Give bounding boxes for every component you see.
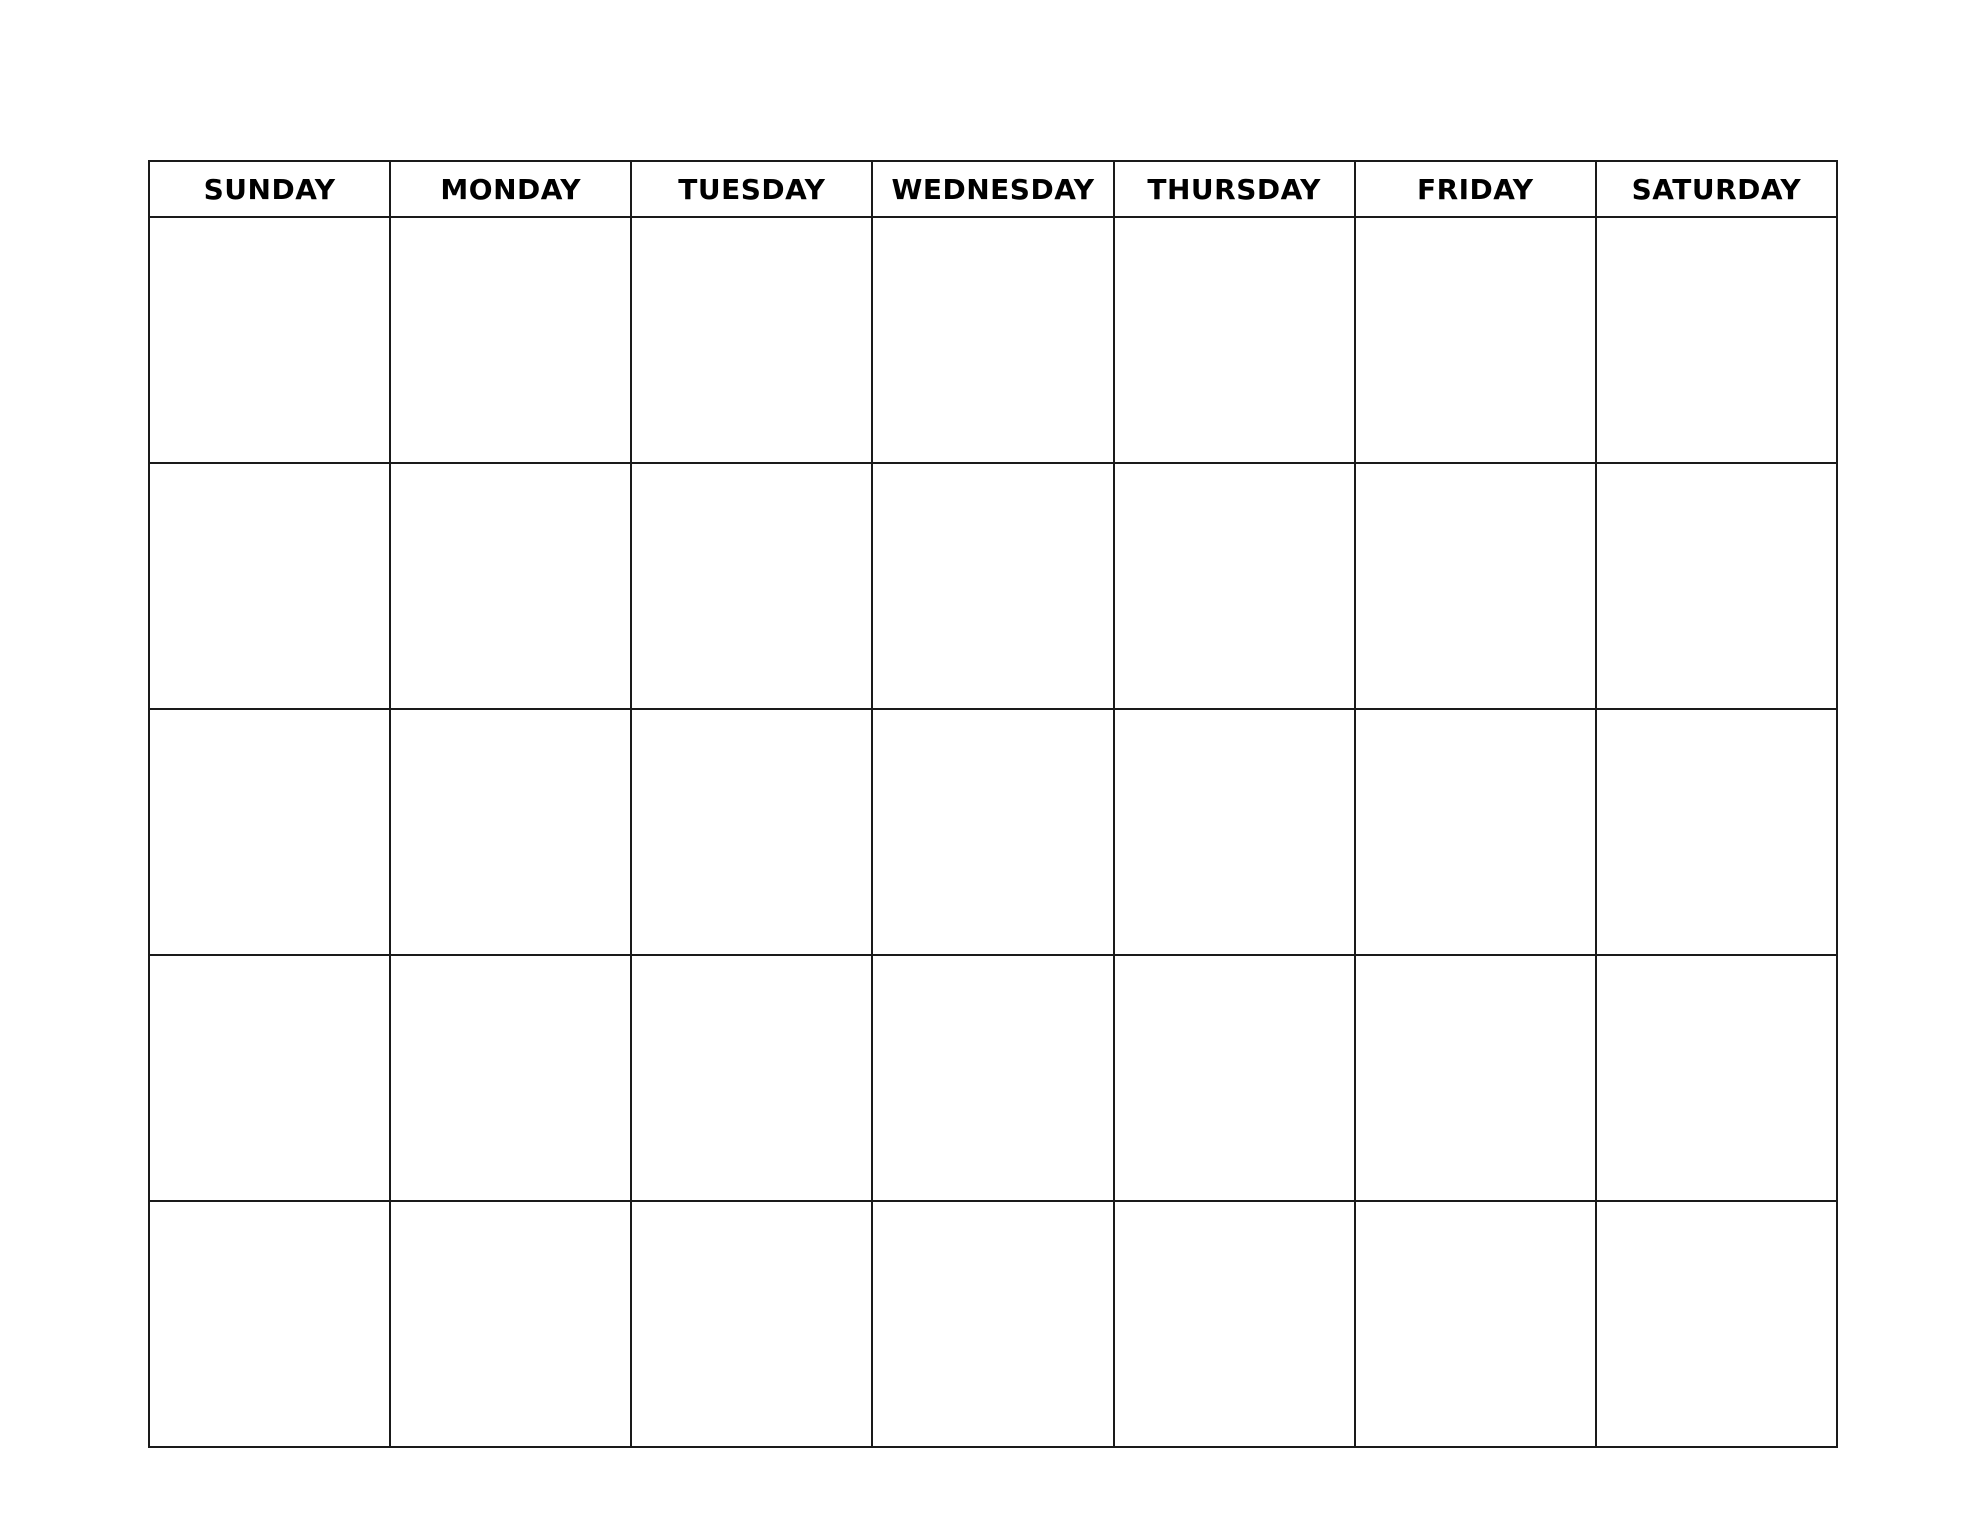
calendar-day-cell-content xyxy=(873,218,1112,462)
calendar-day-cell-content xyxy=(1356,956,1595,1200)
calendar-day-cell[interactable] xyxy=(1114,1201,1355,1447)
weekday-header-sunday: SUNDAY xyxy=(149,161,390,217)
calendar-day-cell-content xyxy=(873,464,1112,708)
calendar-day-cell-content xyxy=(873,1202,1112,1446)
calendar-day-cell-content xyxy=(1356,218,1595,462)
calendar-day-cell[interactable] xyxy=(1596,709,1837,955)
calendar-day-cell[interactable] xyxy=(1114,955,1355,1201)
calendar-week-row xyxy=(149,463,1837,709)
calendar-day-cell-content xyxy=(150,218,389,462)
calendar-day-cell[interactable] xyxy=(1114,709,1355,955)
weekday-header-saturday: SATURDAY xyxy=(1596,161,1837,217)
calendar-body xyxy=(149,217,1837,1447)
calendar-day-cell-content xyxy=(150,710,389,954)
calendar-day-cell[interactable] xyxy=(872,217,1113,463)
calendar-day-cell-content xyxy=(1597,464,1836,708)
calendar-day-cell[interactable] xyxy=(631,1201,872,1447)
calendar-day-cell[interactable] xyxy=(1114,463,1355,709)
calendar-day-cell-content xyxy=(150,464,389,708)
calendar-day-cell[interactable] xyxy=(390,1201,631,1447)
calendar-day-cell[interactable] xyxy=(1355,955,1596,1201)
calendar-day-cell-content xyxy=(1115,218,1354,462)
calendar-day-cell-content xyxy=(1115,464,1354,708)
calendar-day-cell[interactable] xyxy=(149,1201,390,1447)
weekday-header-friday: FRIDAY xyxy=(1355,161,1596,217)
calendar-week-row xyxy=(149,1201,1837,1447)
calendar-day-cell-content xyxy=(1115,1202,1354,1446)
calendar-day-cell[interactable] xyxy=(631,463,872,709)
calendar-day-cell-content xyxy=(873,956,1112,1200)
calendar-day-cell[interactable] xyxy=(1355,463,1596,709)
calendar-day-cell[interactable] xyxy=(631,709,872,955)
monthly-calendar-grid xyxy=(148,160,1838,1448)
calendar-day-cell-content xyxy=(391,218,630,462)
calendar-day-cell-content xyxy=(391,710,630,954)
calendar-day-cell-content xyxy=(1356,1202,1595,1446)
calendar-day-cell[interactable] xyxy=(1596,463,1837,709)
calendar-day-cell[interactable] xyxy=(1596,217,1837,463)
weekday-header-monday: MONDAY xyxy=(390,161,631,217)
calendar-day-cell[interactable] xyxy=(149,463,390,709)
calendar-day-cell[interactable] xyxy=(390,709,631,955)
calendar-day-cell[interactable] xyxy=(390,217,631,463)
calendar-day-cell-content xyxy=(1597,218,1836,462)
calendar-day-cell-content xyxy=(1356,464,1595,708)
calendar-day-cell[interactable] xyxy=(390,955,631,1201)
calendar-day-cell-content xyxy=(150,956,389,1200)
calendar-header-row-group xyxy=(149,161,1837,217)
calendar-day-cell-content xyxy=(873,710,1112,954)
calendar-day-cell-content xyxy=(632,956,871,1200)
weekday-header-row xyxy=(149,161,1837,217)
calendar-day-cell[interactable] xyxy=(1596,1201,1837,1447)
calendar-day-cell[interactable] xyxy=(390,463,631,709)
calendar-day-cell-content xyxy=(1115,956,1354,1200)
calendar-day-cell[interactable] xyxy=(1355,1201,1596,1447)
calendar-day-cell-content xyxy=(1597,710,1836,954)
calendar-day-cell-content xyxy=(391,1202,630,1446)
calendar-day-cell[interactable] xyxy=(1596,955,1837,1201)
calendar-day-cell[interactable] xyxy=(1114,217,1355,463)
calendar-day-cell-content xyxy=(150,1202,389,1446)
calendar-day-cell[interactable] xyxy=(149,217,390,463)
calendar-day-cell[interactable] xyxy=(631,217,872,463)
weekday-header-tuesday: TUESDAY xyxy=(631,161,872,217)
calendar-day-cell[interactable] xyxy=(872,955,1113,1201)
calendar-day-cell[interactable] xyxy=(149,955,390,1201)
calendar-day-cell-content xyxy=(632,218,871,462)
calendar-day-cell[interactable] xyxy=(872,709,1113,955)
calendar-day-cell[interactable] xyxy=(149,709,390,955)
calendar-day-cell-content xyxy=(1115,710,1354,954)
calendar-day-cell[interactable] xyxy=(1355,217,1596,463)
calendar-day-cell-content xyxy=(1597,1202,1836,1446)
calendar-day-cell-content xyxy=(632,1202,871,1446)
weekday-header-thursday: THURSDAY xyxy=(1114,161,1355,217)
calendar-day-cell[interactable] xyxy=(872,463,1113,709)
calendar-day-cell-content xyxy=(632,710,871,954)
calendar-week-row xyxy=(149,217,1837,463)
calendar-day-cell[interactable] xyxy=(872,1201,1113,1447)
calendar-day-cell[interactable] xyxy=(631,955,872,1201)
calendar-day-cell-content xyxy=(1597,956,1836,1200)
weekday-header-wednesday: WEDNESDAY xyxy=(872,161,1113,217)
calendar-week-row xyxy=(149,709,1837,955)
calendar-week-row xyxy=(149,955,1837,1201)
calendar-day-cell-content xyxy=(391,956,630,1200)
calendar-day-cell[interactable] xyxy=(1355,709,1596,955)
calendar-day-cell-content xyxy=(391,464,630,708)
calendar-day-cell-content xyxy=(1356,710,1595,954)
calendar-day-cell-content xyxy=(632,464,871,708)
